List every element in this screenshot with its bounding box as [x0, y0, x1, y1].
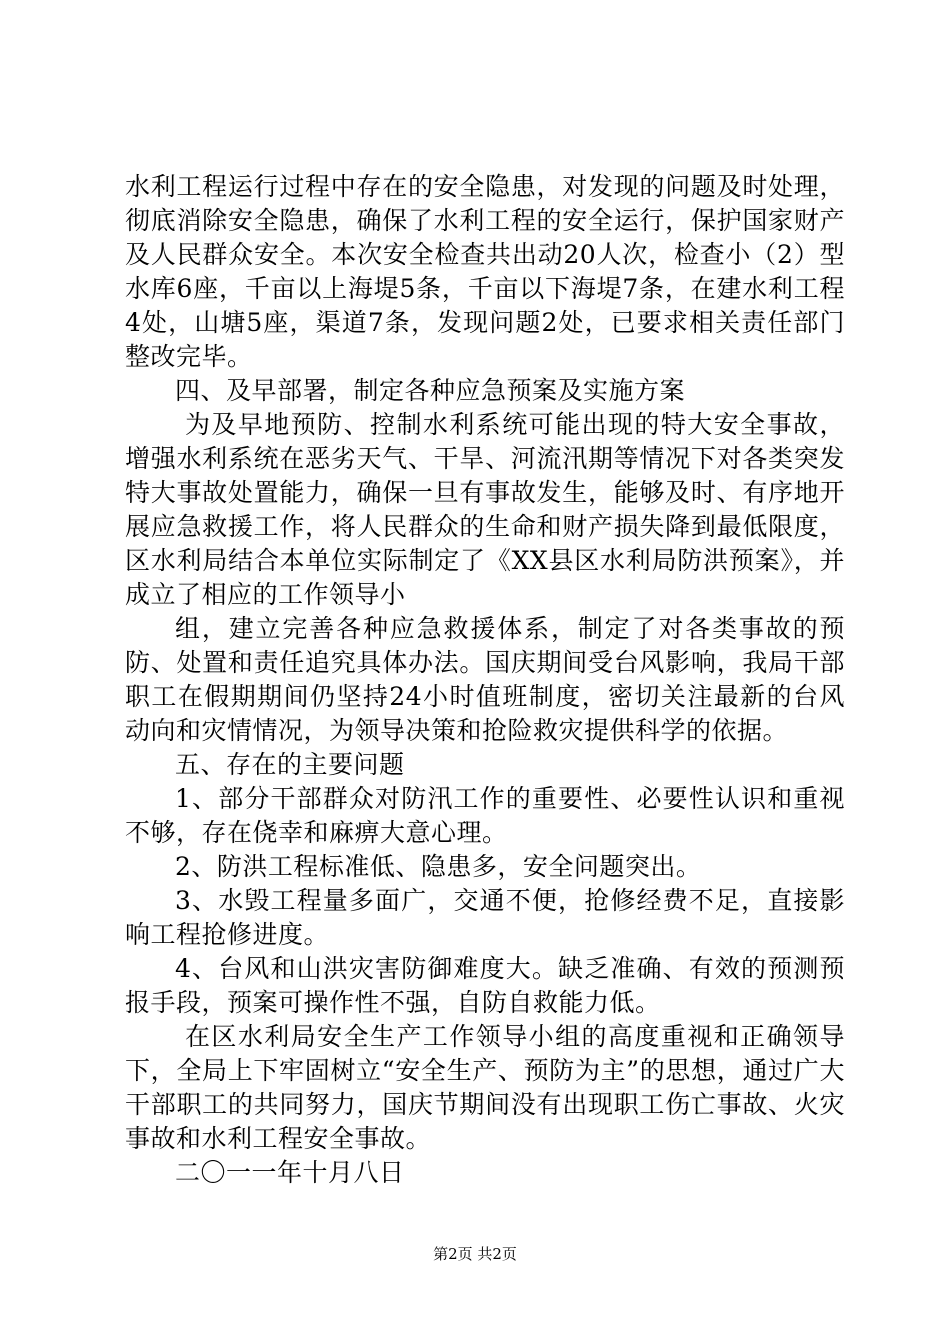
- problem-item-4: 4、台风和山洪灾害防御难度大。缺乏准确、有效的预测预报手段，预案可操作性不强，自防自救能力低。: [125, 954, 845, 1017]
- problem-item-3: 3、水毁工程量多面广，交通不便，抢修经费不足，直接影响工程抢修进度。: [125, 886, 845, 949]
- paragraph-conclusion: 在区水利局安全生产工作领导小组的高度重视和正确领导下，全局上下牢固树立“安全生产、预防为主”的思想，通过广大干部职工的共同努力，国庆节期间没有出现职工伤亡事故、火灾事故和水利工程安全事故。: [125, 1022, 845, 1153]
- page-number-footer: 第2页 共2页: [433, 1245, 517, 1263]
- problem-item-2: 2、防洪工程标准低、隐患多，安全问题突出。: [175, 852, 702, 881]
- section-heading-5: 五、存在的主要问题: [175, 750, 405, 779]
- section-heading-4: 四、及早部署，制定各种应急预案及实施方案: [175, 376, 686, 405]
- document-date: 二〇一一年十月八日: [175, 1158, 405, 1187]
- paragraph-inspection: 水利工程运行过程中存在的安全隐患，对发现的问题及时处理，彻底消除安全隐患，确保了水利工程的安全运行，保护国家财产及人民群众安全。本次安全检查共出动20人次，检查小（2）型水库6座，千亩以上海堤5条，千亩以下海堤7条，在建水利工程4处，山塘5座，渠道7条，发现问题2处，已要求相关责任部门整改完毕。: [125, 172, 845, 371]
- document-body: [125, 170, 845, 1190]
- paragraph-emergency-plan: 为及早地预防、控制水利系统可能出现的特大安全事故，增强水利系统在恶劣天气、干旱、河流汛期等情况下对各类突发特大事故处置能力，确保一旦有事故发生，能够及时、有序地开展应急救援工作，将人民群众的生命和财产损失降到最低限度，区水利局结合本单位实际制定了《XX县区水利局防洪预案》，并成立了相应的工作领导小: [125, 410, 845, 609]
- paragraph-emergency-system: 组，建立完善各种应急救援体系，制定了对各类事故的预防、处置和责任追究具体办法。国庆期间受台风影响，我局干部职工在假期期间仍坚持24小时值班制度，密切关注最新的台风动向和灾情情况，为领导决策和抢险救灾提供科学的依据。: [125, 614, 845, 745]
- problem-item-1: 1、部分干部群众对防汛工作的重要性、必要性认识和重视不够，存在侥幸和麻痹大意心理。: [125, 784, 845, 847]
